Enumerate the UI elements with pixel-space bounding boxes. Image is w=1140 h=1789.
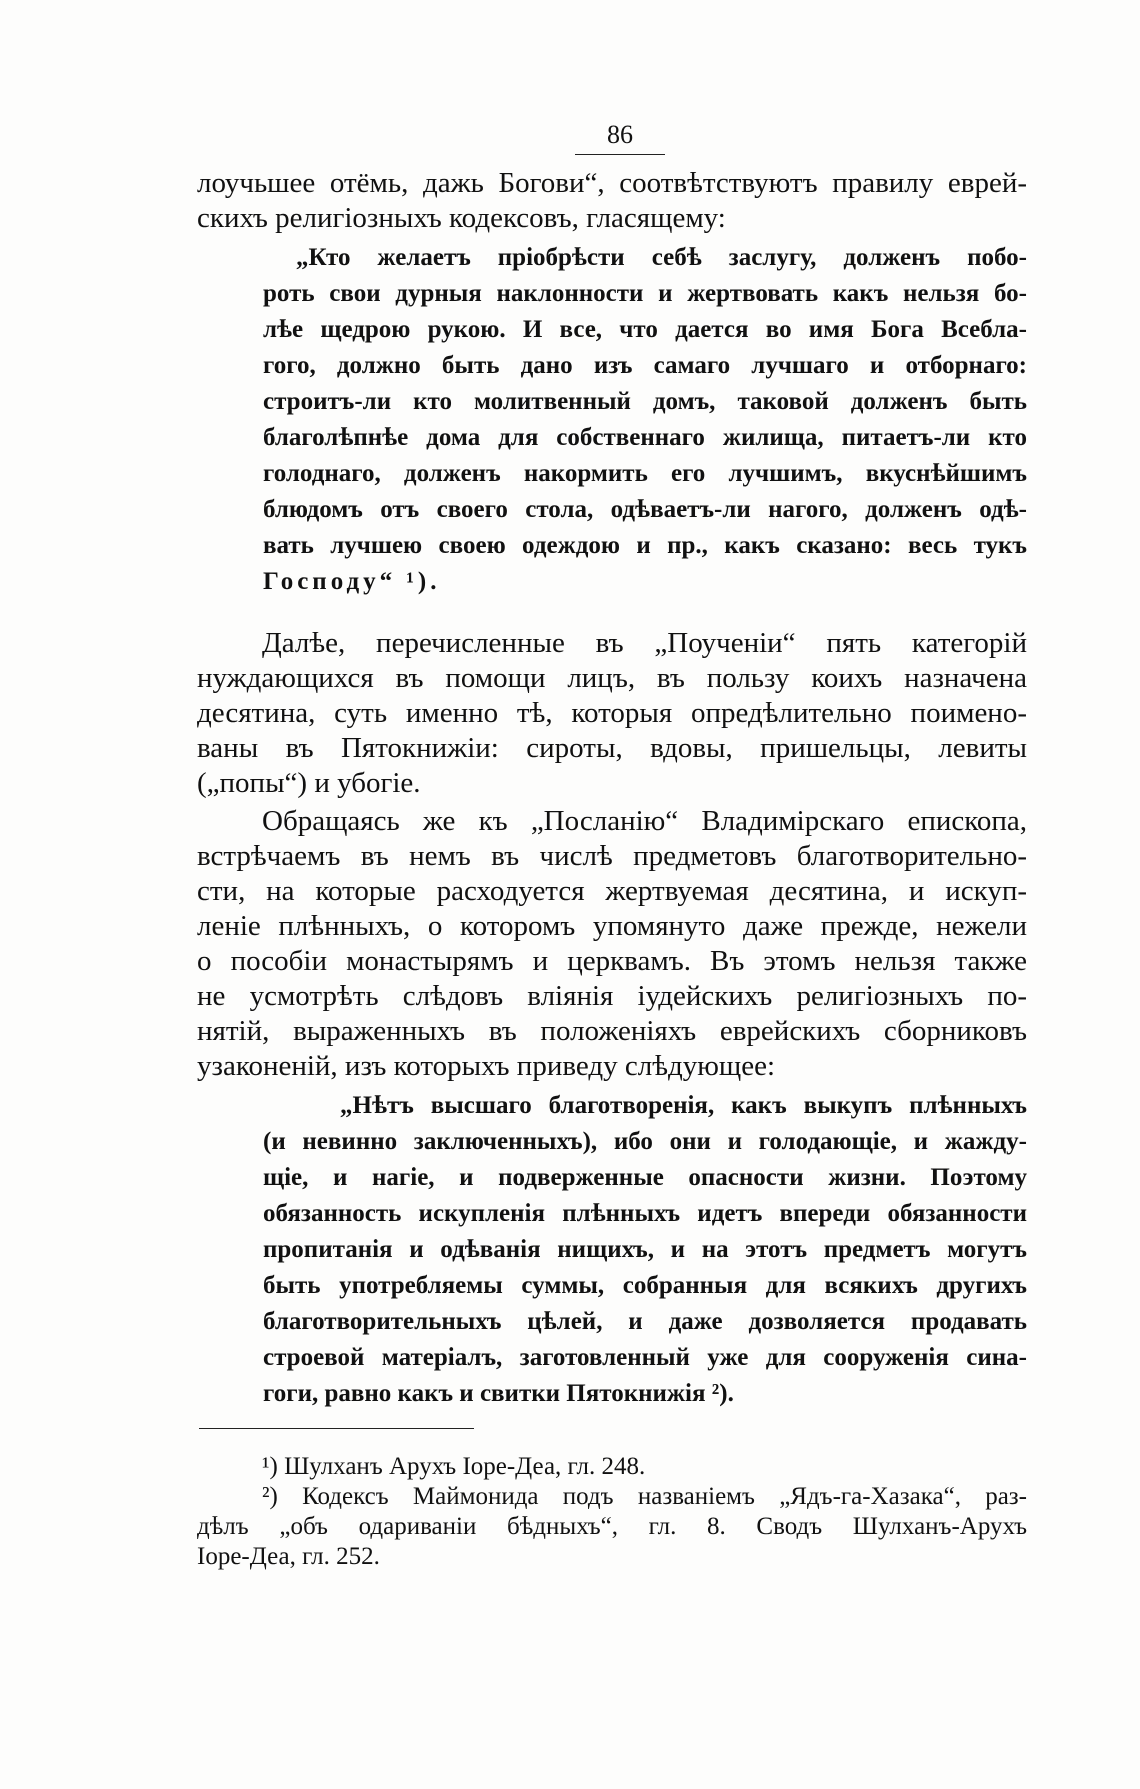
text-line: не усмотрѣть слѣдовъ вліянія іудейскихъ религіозныхъ по-	[197, 980, 1027, 1012]
footnote-2-line: Іоре-Деа, гл. 252.	[197, 1543, 380, 1570]
page-number: 86	[575, 120, 665, 155]
text-line: ваны въ Пятокнижіи: сироты, вдовы, пришельцы, левиты	[197, 732, 1027, 764]
text-line: Обращаясь же къ „Посланію“ Владимірскаго епископа,	[262, 805, 1027, 837]
quote-line: обязанность искупленія плѣнныхъ идетъ впереди обязанности	[263, 1200, 1027, 1227]
quote-line: гоги, равно какъ и свитки Пятокнижія ²).	[263, 1380, 734, 1407]
text-line: Далѣе, перечисленные въ „Поученіи“ пять категорій	[262, 627, 1027, 659]
quote-line: „Кто желаетъ пріобрѣсти себѣ заслугу, долженъ побо-	[296, 244, 1027, 271]
quote-line: Господу“ ¹).	[263, 568, 441, 595]
quote-line: роть свои дурныя наклонности и жертвовать какъ нельзя бо-	[263, 280, 1027, 307]
quote-line: строевой матеріалъ, заготовленный уже для сооруженія сина-	[263, 1344, 1027, 1371]
quote-line: гого, должно быть дано изъ самаго лучшаго и отборнаго:	[263, 352, 1027, 379]
text-line: скихъ религіозныхъ кодексовъ, гласящему:	[197, 202, 726, 234]
text-line: нуждающихся въ помощи лицъ, въ пользу коихъ назначена	[197, 662, 1027, 694]
quote-line: блюдомъ отъ своего стола, одѣваетъ-ли нагого, долженъ одѣ-	[263, 496, 1027, 523]
footnote-2-line: ²) Кодексъ Маймонида подъ названіемъ „Ядъ-га-Хазака“, раз-	[262, 1483, 1027, 1510]
text-line: узаконеній, изъ которыхъ приведу слѣдующее:	[197, 1050, 776, 1082]
quote-line: строитъ-ли кто молитвенный домъ, таковой долженъ быть	[263, 388, 1027, 415]
text-line: леніе плѣнныхъ, о которомъ упомянуто даже прежде, нежели	[197, 910, 1027, 942]
text-line: о пособіи монастырямъ и церквамъ. Въ этомъ нельзя также	[197, 945, 1027, 977]
quote-line: пропитанія и одѣванія нищихъ, и на этотъ предметъ могутъ	[263, 1236, 1027, 1263]
footnote-separator	[199, 1428, 474, 1429]
text-line: („попы“) и убогіе.	[197, 767, 421, 799]
quote-line: щіе, и нагіе, и подверженные опасности жизни. Поэтому	[263, 1164, 1027, 1191]
text-line: встрѣчаемъ въ немъ въ числѣ предметовъ благотворительно-	[197, 840, 1027, 872]
text-line: сти, на которые расходуется жертвуемая десятина, и искуп-	[197, 875, 1027, 907]
quote-line: (и невинно заключенныхъ), ибо они и голодающіе, и жажду-	[263, 1128, 1027, 1155]
text-line: лоучьшее отёмь, дажь Богови“, соотвѣтствуютъ правилу еврей-	[197, 167, 1027, 199]
quote-line: вать лучшею своею одеждою и пр., какъ сказано: весь тукъ	[263, 532, 1027, 559]
quote-line: быть употребляемы суммы, собранныя для всякихъ другихъ	[263, 1272, 1027, 1299]
footnote-2-line: дѣлъ „объ одариваніи бѣдныхъ“, гл. 8. Сводъ Шулханъ-Арухъ	[197, 1513, 1027, 1540]
quote-line: благотворительныхъ цѣлей, и даже дозволяется продавать	[263, 1308, 1027, 1335]
quote-line: лѣе щедрою рукою. И все, что дается во имя Бога Всебла-	[263, 316, 1027, 343]
footnote-1: ¹) Шулханъ Арухъ Іоре-Деа, гл. 248.	[262, 1453, 646, 1480]
quote-line: благолѣпнѣе дома для собственнаго жилища, питаетъ-ли кто	[263, 424, 1027, 451]
quote-line: „Нѣтъ высшаго благотворенія, какъ выкупъ плѣнныхъ	[340, 1092, 1027, 1119]
text-line: десятина, суть именно тѣ, которыя опредѣлительно поимено-	[197, 697, 1027, 729]
text-line: нятій, выраженныхъ въ положеніяхъ еврейскихъ сборниковъ	[197, 1015, 1027, 1047]
quote-line: голоднаго, долженъ накормить его лучшимъ, вкуснѣйшимъ	[263, 460, 1027, 487]
